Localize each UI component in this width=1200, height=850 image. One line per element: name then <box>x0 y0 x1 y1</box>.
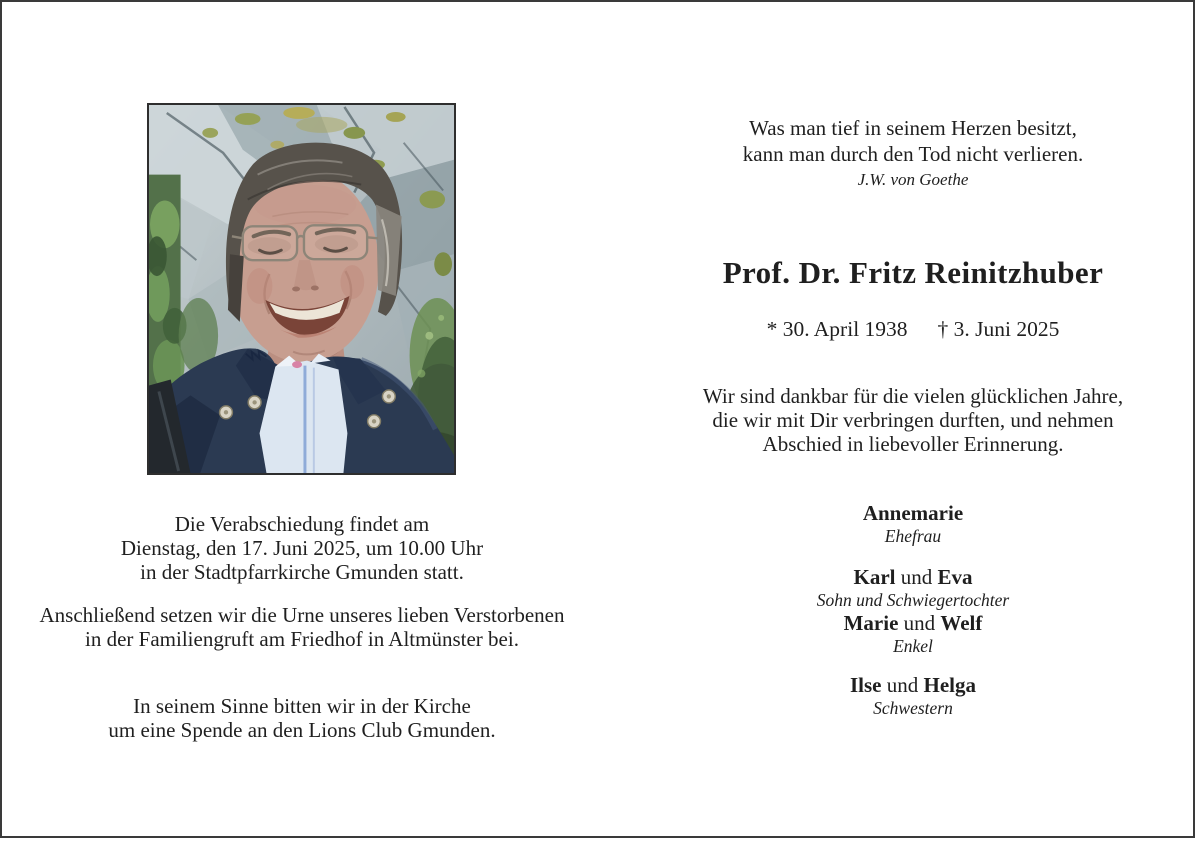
mourner-entry-wife <box>642 501 1184 547</box>
mourner-name: Helga <box>923 673 976 697</box>
quote-line-2: kann man durch den Tod nicht verlieren. <box>742 142 1084 166</box>
death-date: † 3. Juni 2025 <box>937 317 1060 341</box>
portrait-photo <box>147 103 456 475</box>
mourner-role: Schwestern <box>873 698 953 718</box>
farewell-text <box>32 512 572 584</box>
mourner-role: Enkel <box>893 636 933 656</box>
mourner-entry-sisters <box>642 673 1184 719</box>
glasses <box>232 225 378 260</box>
urn-text <box>32 603 572 651</box>
portrait-photo-illustration <box>149 105 454 473</box>
mourner-name: Marie <box>843 611 899 635</box>
mourner-connector: und <box>881 673 924 697</box>
mourner-role: Sohn und Schwiegertochter <box>816 590 1010 610</box>
mourner-name: Karl <box>853 565 896 589</box>
tribute-line-2: die wir mit Dir verbringen durften, und nehmen <box>712 408 1114 432</box>
quote-attribution: J.W. von Goethe <box>857 170 969 189</box>
tribute-line-3: Abschied in liebevoller Erinnerung. <box>762 432 1064 456</box>
tribute-line-1: Wir sind dankbar für die vielen glücklichen Jahre, <box>702 384 1124 408</box>
mourner-name: Eva <box>937 565 973 589</box>
mourner-names <box>642 565 1184 589</box>
mourner-names <box>642 611 1184 635</box>
mourner-name: Ilse <box>850 673 882 697</box>
farewell-line-3: in der Stadtpfarrkirche Gmunden statt. <box>140 560 464 584</box>
farewell-line-1: Die Verabschiedung findet am <box>174 512 430 536</box>
urn-line-2: in der Familiengruft am Friedhof in Altmünster bei. <box>85 627 519 651</box>
mourner-name: Annemarie <box>862 501 964 525</box>
tribute-text <box>642 384 1184 456</box>
donation-text <box>32 694 572 742</box>
mourner-connector: und <box>898 611 941 635</box>
quote-line-1: Was man tief in seinem Herzen besitzt, <box>749 116 1077 140</box>
mourner-entry-children <box>642 565 1184 657</box>
donation-line-2: um eine Spende an den Lions Club Gmunden. <box>108 718 496 742</box>
life-dates <box>642 316 1184 343</box>
mourner-connector: und <box>895 565 938 589</box>
mourner-names <box>642 501 1184 525</box>
mourner-role: Ehefrau <box>884 526 942 546</box>
birth-date: * 30. April 1938 <box>766 317 908 341</box>
memorial-quote <box>642 115 1184 191</box>
mourner-names <box>642 673 1184 697</box>
urn-line-1: Anschließend setzen wir die Urne unseres lieben Verstorbenen <box>39 603 565 627</box>
donation-line-1: In seinem Sinne bitten wir in der Kirche <box>133 694 471 718</box>
deceased-name: Prof. Dr. Fritz Reinitzhuber <box>722 255 1104 290</box>
mourner-name: Welf <box>940 611 983 635</box>
farewell-line-2: Dienstag, den 17. Juni 2025, um 10.00 Uhr <box>120 536 484 560</box>
